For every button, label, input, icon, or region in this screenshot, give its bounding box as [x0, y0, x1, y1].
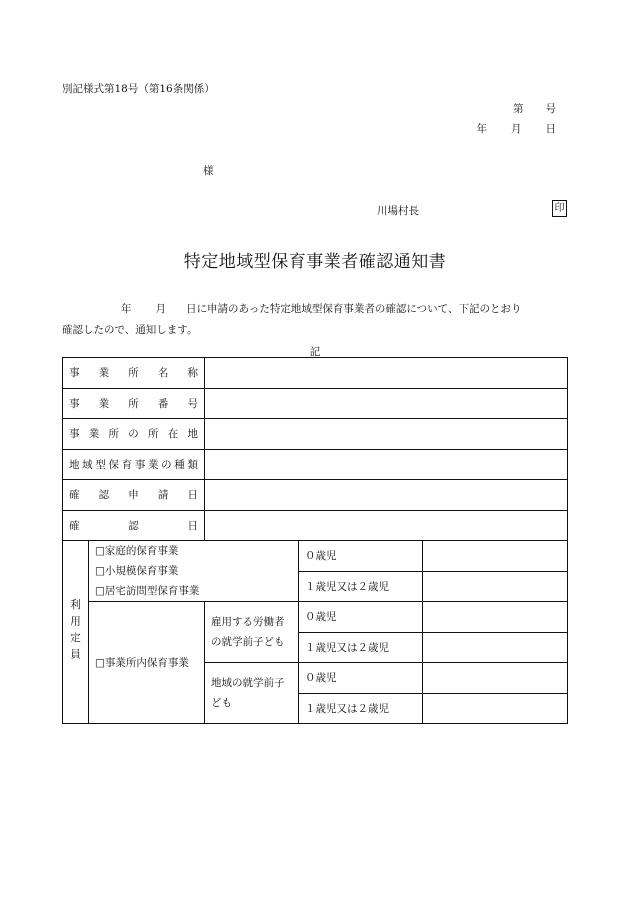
ki-heading: 記	[309, 346, 321, 358]
value-cell[interactable]	[205, 419, 568, 450]
label-application-date: 確認申請日	[69, 489, 198, 502]
date-day: 日	[545, 123, 556, 135]
issuer-name: 川場村長	[377, 205, 419, 217]
row-label	[63, 419, 205, 450]
document-title: 特定地域型保育事業者確認通知書	[183, 252, 447, 272]
value-cell[interactable]	[205, 510, 568, 541]
value-cell[interactable]	[205, 388, 568, 419]
age-label: ０歳児	[299, 602, 423, 633]
number-prefix: 第	[513, 103, 524, 115]
table-row	[63, 510, 568, 541]
label-office-address: 事業所の所在地	[69, 428, 198, 441]
row-label	[63, 480, 205, 511]
table-row	[63, 419, 568, 450]
table-row	[63, 388, 568, 419]
table-row	[63, 480, 568, 511]
checkbox-home-based[interactable]: □家庭的保育事業	[95, 545, 179, 557]
home-types-cell	[89, 541, 299, 602]
age-label: １歳児又は２歳児	[299, 693, 423, 724]
checkbox-in-house[interactable]: □事業所内保育事業	[89, 602, 205, 724]
worker-children-label: 雇用する労働者の就学前子ども	[205, 602, 299, 663]
row-label	[63, 449, 205, 480]
checkbox-home-visit[interactable]: □居宅訪問型保育事業	[95, 585, 200, 597]
age-label: １歳児又は２歳児	[299, 571, 423, 602]
checkbox-small-scale[interactable]: □小規模保育事業	[95, 565, 179, 577]
capacity-value[interactable]	[423, 602, 568, 633]
date-year: 年	[476, 123, 487, 135]
confirmation-table	[62, 357, 568, 724]
row-label	[63, 358, 205, 389]
row-label	[63, 510, 205, 541]
age-label: １歳児又は２歳児	[299, 632, 423, 663]
capacity-value[interactable]	[423, 541, 568, 572]
local-children-label: 地域の就学前子ども	[205, 663, 299, 724]
body-text-line1	[121, 301, 521, 316]
document-number	[513, 101, 556, 116]
table-row	[63, 541, 568, 572]
issue-date	[477, 121, 557, 136]
body-month: 月	[155, 303, 166, 315]
addressee-suffix: 様	[203, 165, 214, 177]
age-label: ０歳児	[299, 663, 423, 694]
form-number-label: 別記様式第18号（第16条関係）	[62, 83, 215, 95]
number-suffix: 号	[545, 103, 556, 115]
table-row	[63, 358, 568, 389]
table-row	[63, 449, 568, 480]
capacity-value[interactable]	[423, 693, 568, 724]
body-year: 年	[121, 303, 132, 315]
body-rest: 日に申請のあった特定地域型保育事業者の確認について、下記のとおり	[186, 303, 522, 315]
label-office-number: 事業所番号	[69, 397, 198, 410]
row-label	[63, 388, 205, 419]
label-office-name: 事業所名称	[69, 367, 198, 380]
value-cell[interactable]	[205, 480, 568, 511]
label-business-type: 地域型保育事業の種類	[69, 458, 198, 471]
capacity-label: 利用定員	[63, 541, 89, 724]
body-text-line2: 確認したので、通知します。	[62, 324, 198, 336]
seal-mark: 印	[552, 200, 567, 217]
age-label: ０歳児	[299, 541, 423, 572]
value-cell[interactable]	[205, 358, 568, 389]
label-confirmation-date: 確認日	[69, 519, 198, 532]
date-month: 月	[511, 123, 522, 135]
value-cell[interactable]	[205, 449, 568, 480]
capacity-value[interactable]	[423, 632, 568, 663]
table-row	[63, 602, 568, 633]
capacity-value[interactable]	[423, 663, 568, 694]
capacity-value[interactable]	[423, 571, 568, 602]
